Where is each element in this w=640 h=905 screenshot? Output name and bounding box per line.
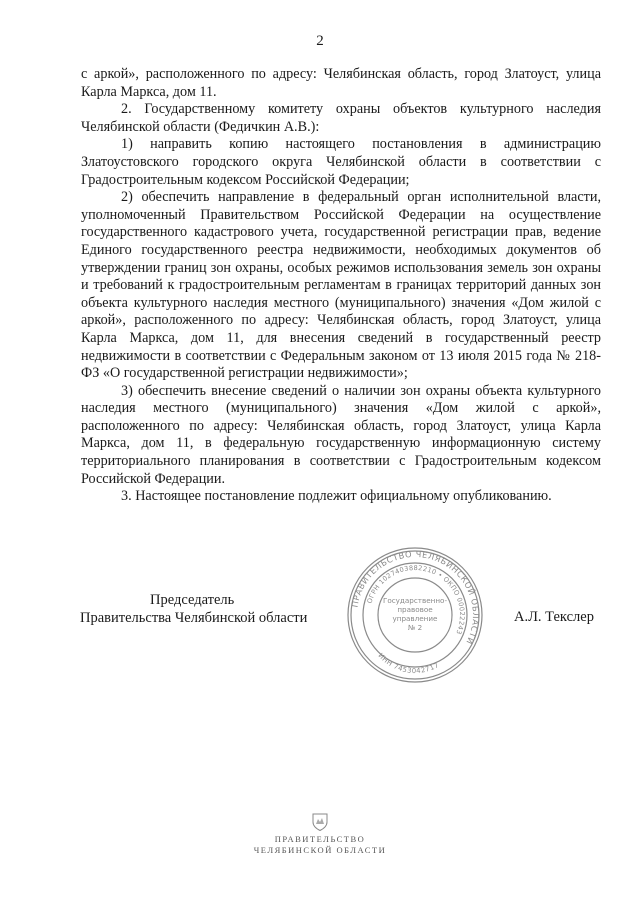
footer-line2: ЧЕЛЯБИНСКОЙ ОБЛАСТИ [253,845,387,855]
paragraph-subitem-3: 3) обеспечить внесение сведений о наличии зон охраны объекта культурного наследия местного (муниципального) значения «Дом жилой с аркой», расположенного по адресу: Челябинская область, город Златоуст, улица Карла Маркса, дом 11, в федеральную государственную информационную систему территориального планирования в соответствии с Градостроительным кодексом Российской Федерации. [81,382,601,487]
paragraph-item-3: 3. Настоящее постановление подлежит официальному опубликованию. [121,488,552,505]
page-number: 2 [316,33,324,49]
paragraph-subitem-1: 1) направить копию настоящего постановления в администрацию Златоустовского городского округа Челябинской области в соответствии с Градостроительным кодексом Российской Федерации; [81,136,601,188]
signer-name: А.Л. Текслер [514,609,594,625]
signature-title-line2: Правительства Челябинской области [80,610,308,626]
svg-text:Государственно-: Государственно- [382,596,448,605]
svg-text:№ 2: № 2 [407,623,423,632]
svg-text:ОГРН 1027403882210 • ОКПО 0002: ОГРН 1027403882210 • ОКПО 00022243 [365,563,467,636]
paragraph-continuation: с аркой», расположенного по адресу: Челябинская область, город Златоуст, улица Карла Маркса, дом 11. [81,66,601,100]
svg-text:ИНН 7453042717: ИНН 7453042717 [376,651,441,676]
document-body [81,66,601,506]
coat-of-arms-icon [310,812,330,832]
footer-letterhead [0,812,640,856]
signature-title-line1: Председатель [150,592,235,608]
svg-text:правовое: правовое [397,605,433,614]
official-seal-stamp [345,545,485,685]
svg-text:ПРАВИТЕЛЬСТВО ЧЕЛЯБИНСКОЙ ОБЛА: ПРАВИТЕЛЬСТВО ЧЕЛЯБИНСКОЙ ОБЛАСТИ [349,548,482,647]
paragraph-subitem-2: 2) обеспечить направление в федеральный орган исполнительной власти, уполномоченный Правительством Российской Федерации на осуществление государственного кадастрового учета, государственной регистрации прав, ведение Единого государственного реестра недвижимости, необходимых документов об утверждении границ зон охраны, особых режимов использования земель зон охраны и требований к градостроительным регламентам в границах территорий данных зон объекта культурного наследия местного (муниципального) значения «Дом жилой с аркой», расположенного по адресу: Челябинская область, город Златоуст, улица Карла Маркса, дом 11, для внесения сведений в государственный реестр недвижимости в соответствии с Федеральным законом от 13 июля 2015 года № 218-ФЗ «О государственной регистрации недвижимости»; [81,189,601,382]
footer-line1: ПРАВИТЕЛЬСТВО [274,834,366,844]
svg-text:управление: управление [392,614,438,623]
paragraph-item-2: 2. Государственному комитету охраны объектов культурного наследия Челябинской области (Федичкин А.В.): [81,101,601,135]
signature-title [80,591,320,627]
